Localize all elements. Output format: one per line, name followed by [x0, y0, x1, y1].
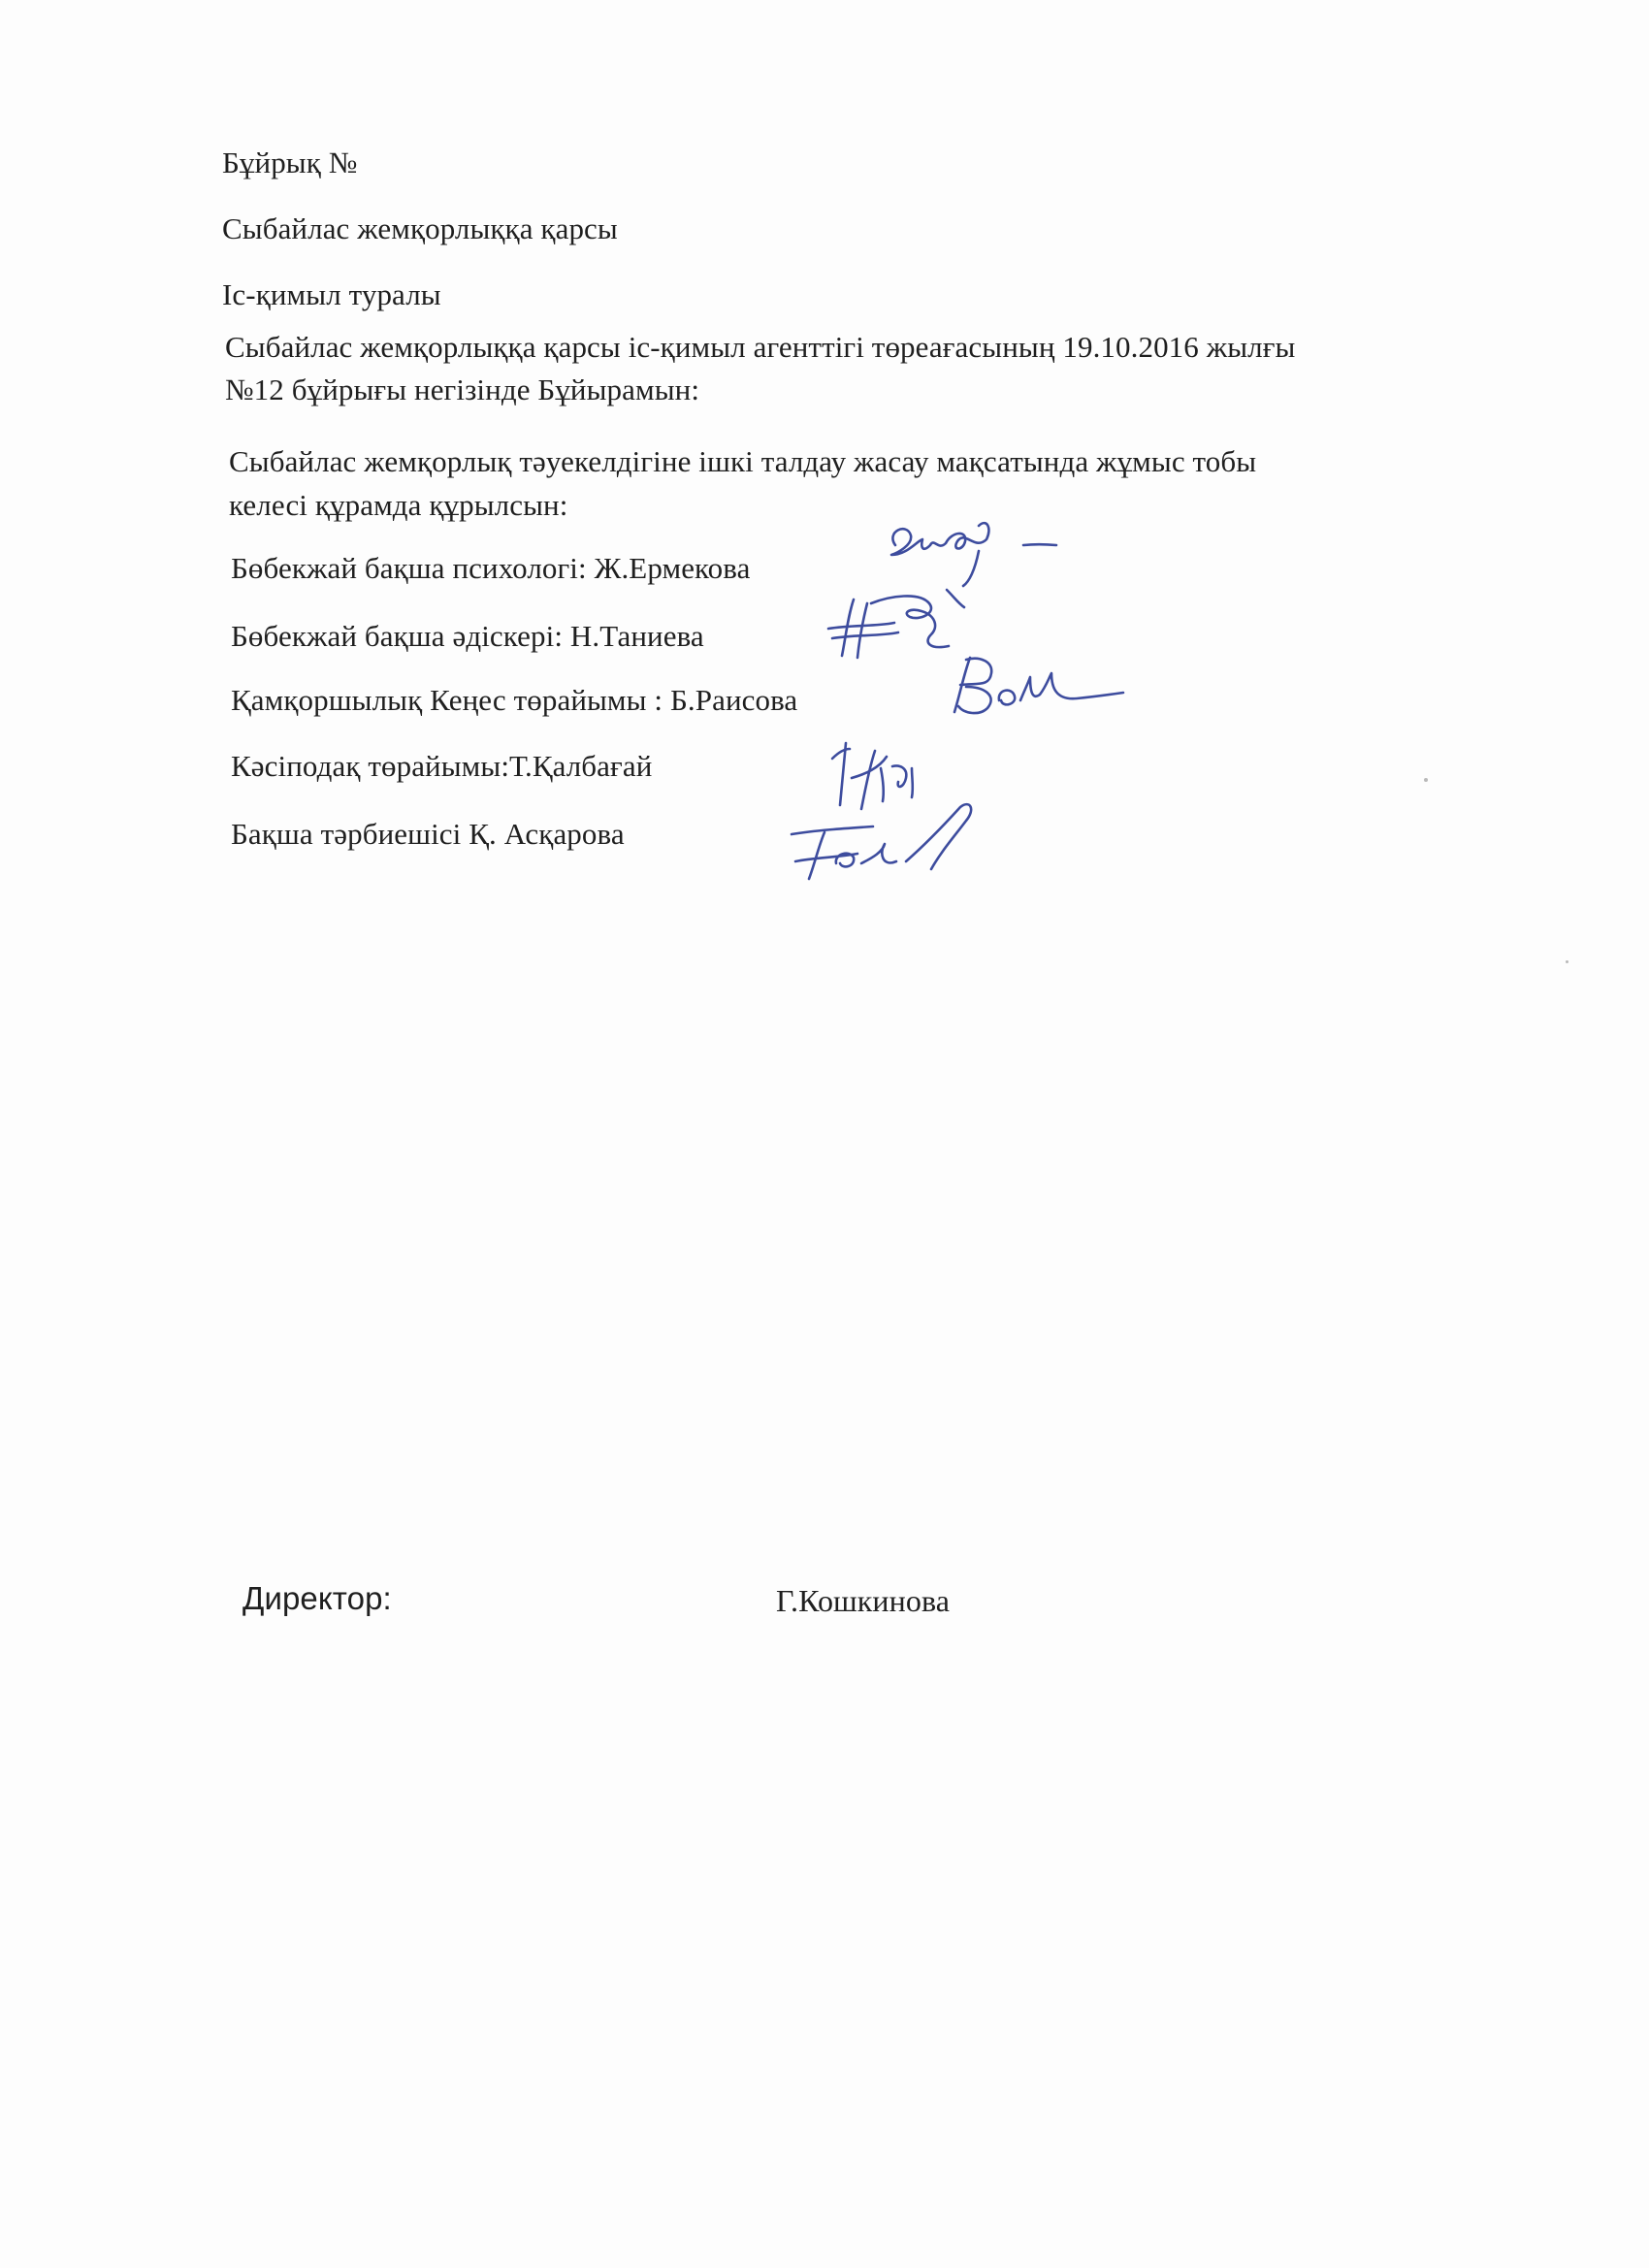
- order-basis-line-2: №12 бұйрығы негізінде Бұйырамын:: [225, 373, 700, 406]
- order-subject-line-1: Сыбайлас жемқорлыққа қарсы: [222, 211, 618, 245]
- scan-speck: [1424, 778, 1428, 782]
- member-line: Кәсіподақ төрайымы:Т.Қалбағай: [231, 749, 653, 783]
- member-line: Бақша тәрбиешісі Қ. Асқарова: [231, 817, 625, 851]
- director-label: Директор:: [242, 1580, 392, 1616]
- order-number-label: Бұйрық №: [222, 146, 358, 179]
- member-line: Қамқоршылық Кеңес төрайымы : Б.Раисова: [231, 683, 798, 717]
- member-line: Бөбекжай бақша әдіскері: Н.Таниева: [231, 619, 704, 653]
- order-basis-line-1: Сыбайлас жемқорлыққа қарсы іс-қимыл агенттігі төреағасының 19.10.2016 жылғы: [225, 330, 1296, 364]
- signature-image: [776, 790, 999, 887]
- order-decree-line-2: келесі құрамда құрылсын:: [229, 488, 568, 522]
- signature-image: [931, 644, 1125, 727]
- member-line: Бөбекжай бақша психологі: Ж.Ермекова: [231, 551, 751, 585]
- order-decree-line-1: Сыбайлас жемқорлық тәуекелдігіне ішкі талдау жасау мақсатында жұмыс тобы: [229, 444, 1257, 478]
- order-subject-line-2: Іс-қимыл туралы: [222, 277, 441, 311]
- scan-speck: [1566, 960, 1568, 963]
- director-name: Г.Кошкинова: [776, 1583, 951, 1618]
